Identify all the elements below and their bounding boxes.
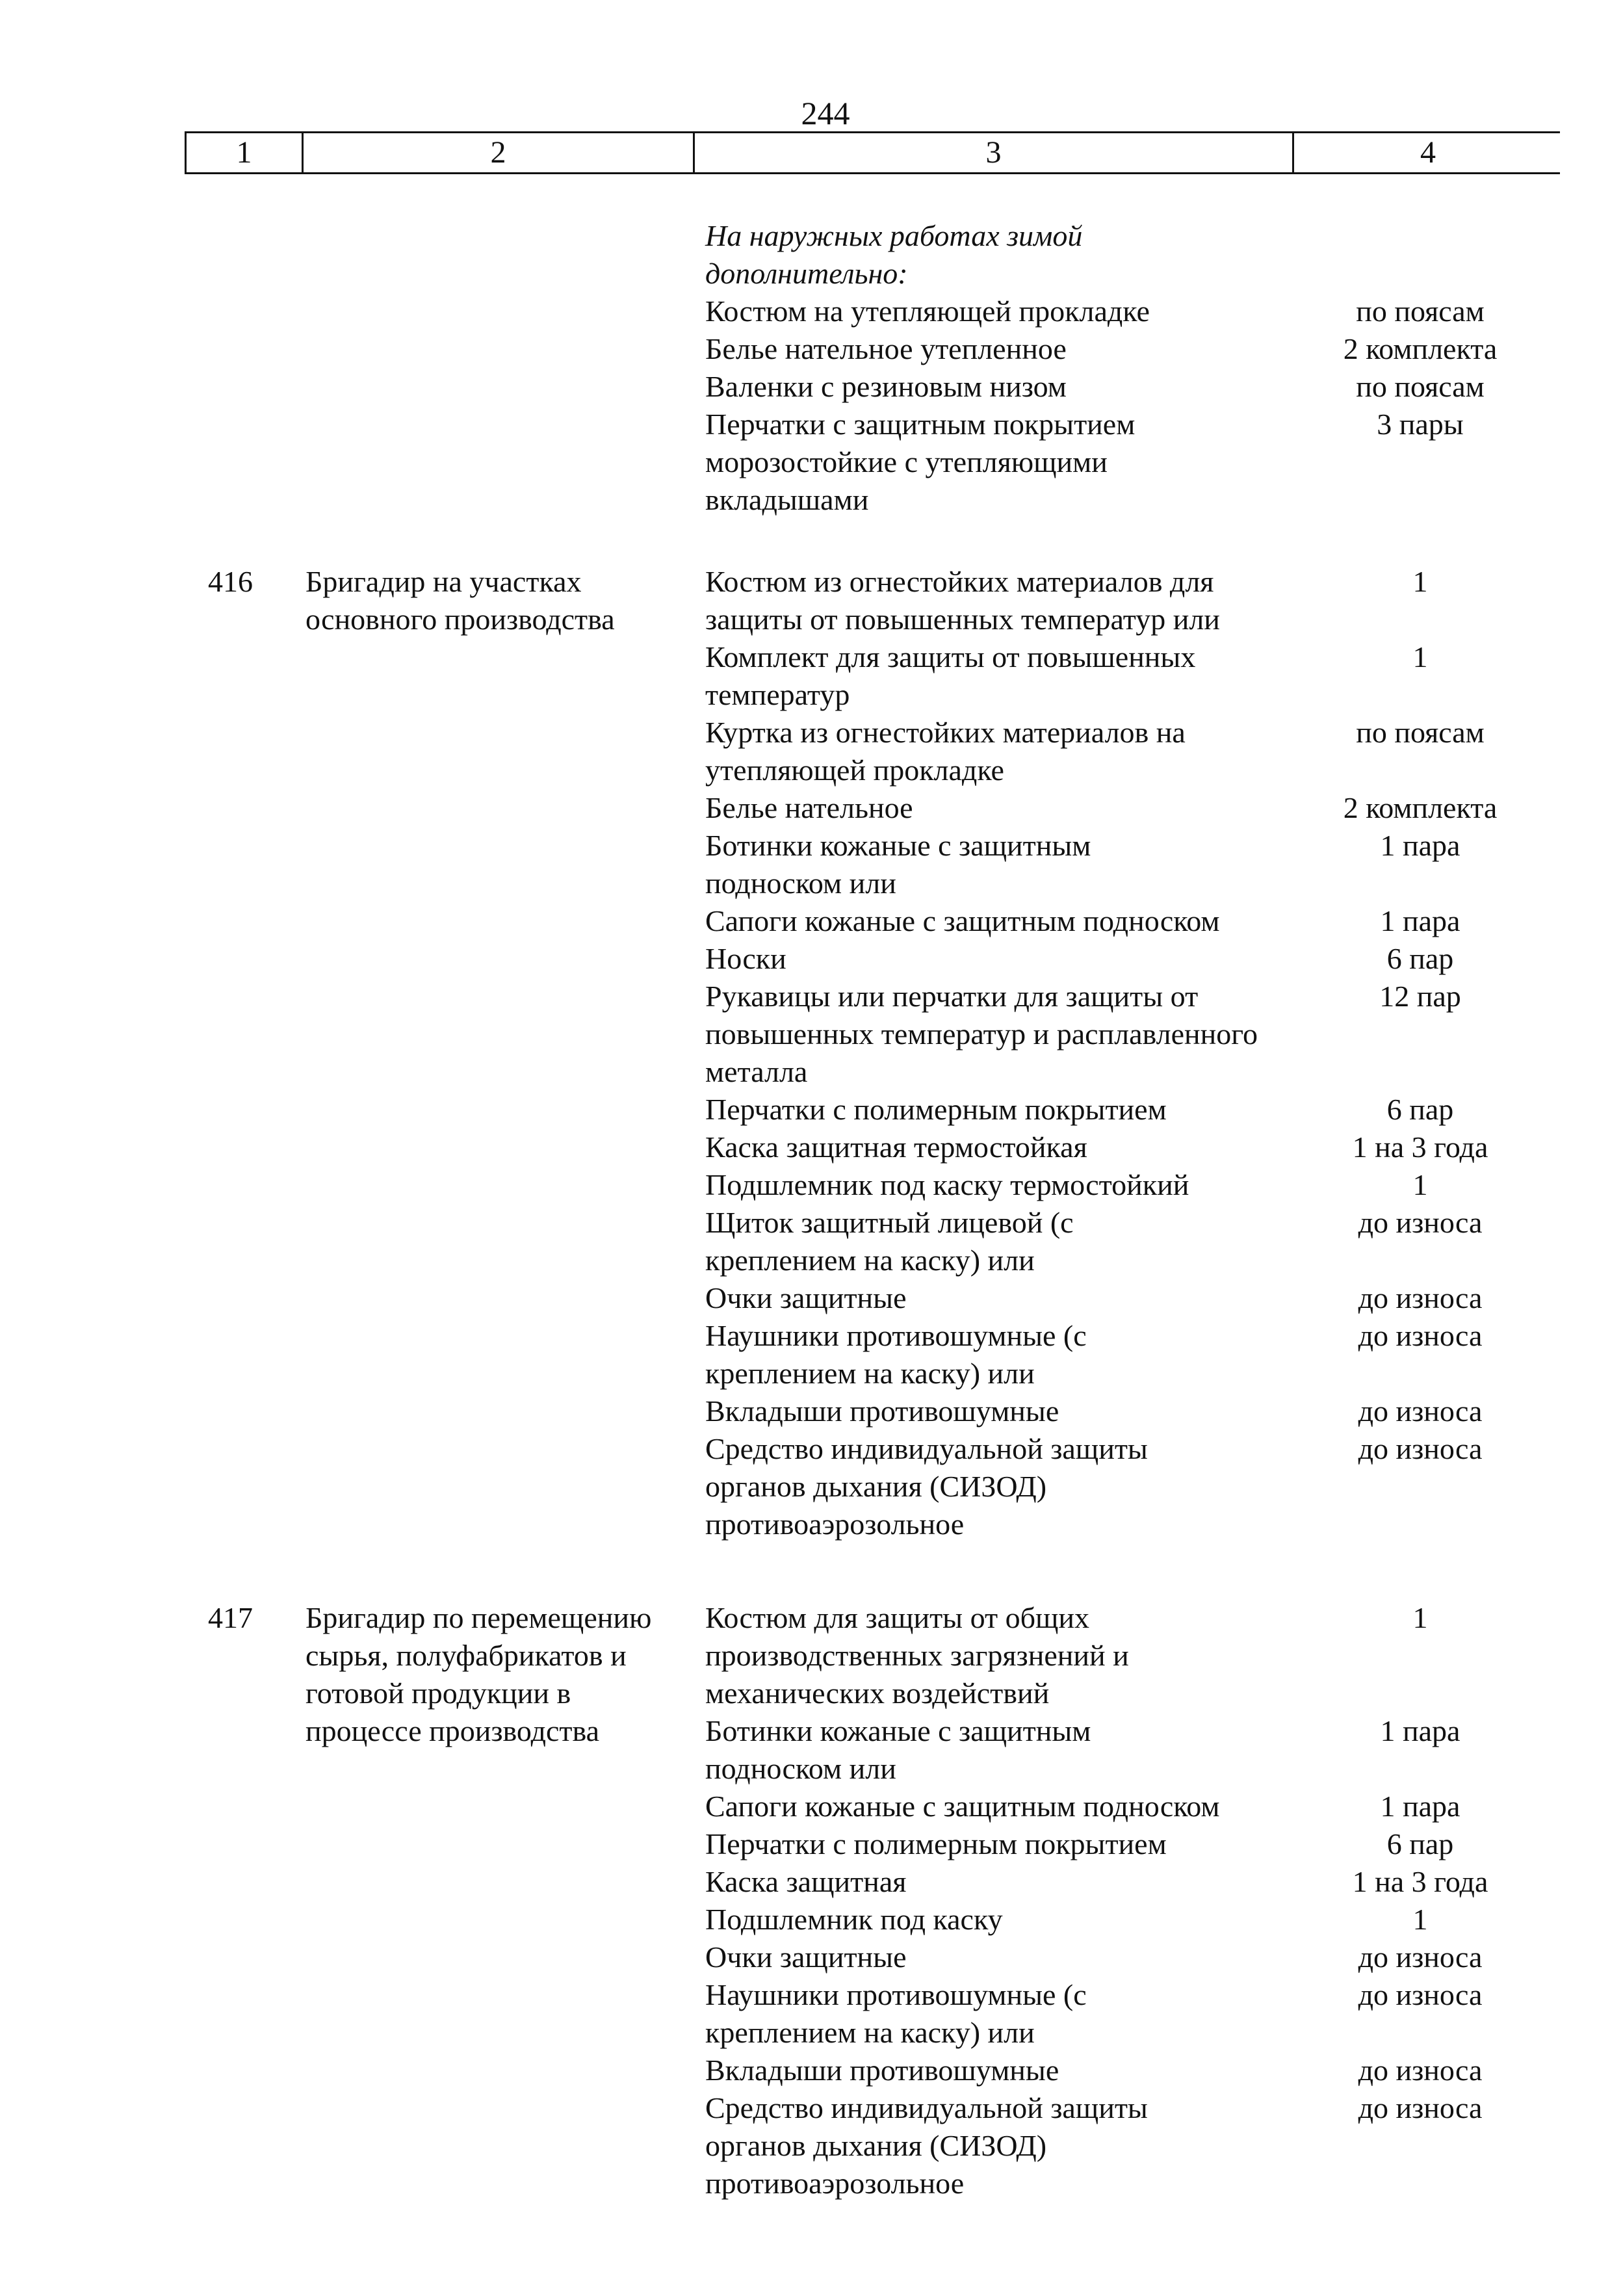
list-item [705,978,1550,1091]
item-name: Сапоги кожаные с защитным подноском [705,1790,1220,1823]
list-item [705,563,1550,638]
list-item [705,1204,1550,1279]
item-qty: до износа [1358,1432,1483,1465]
column-header-3: 3 [695,133,1294,172]
entry-profession: Бригадир по перемещению сырья, полуфабрикатов и готовой продукции в процессе производства [305,1601,652,1747]
item-name: Рукавицы или перчатки для защиты от повышенных температур и расплавленного металла [705,980,1258,1088]
list-item [705,1599,1550,1712]
list-item [705,638,1550,714]
item-qty: до износа [1358,1206,1483,1239]
item-name: Наушники противошумные (с креплением на каску) или [705,1319,1087,1390]
item-name: Очки защитные [705,1940,907,1974]
item-name: Средство индивидуальной защиты органов дыхания (СИЗОД) противоаэрозольное [705,2091,1148,2200]
item-name: Носки [705,942,786,975]
item-qty: по поясам [1356,716,1485,749]
item-qty: 6 пар [1386,1827,1454,1860]
item-qty: 3 пары [1377,408,1464,441]
item-qty: по поясам [1356,294,1485,328]
list-item [705,1317,1550,1392]
item-name: Костюм из огнестойких материалов для защиты от повышенных температур или [705,565,1220,636]
item-qty: до износа [1358,1394,1483,1428]
item-qty: 6 пар [1386,1093,1454,1126]
item-qty: 1 на 3 года [1352,1130,1488,1164]
item-name: Костюм для защиты от общих производственных загрязнений и механических воздействий [705,1601,1129,1710]
item-qty: 12 пар [1379,980,1461,1013]
item-qty: до износа [1358,1940,1483,1974]
item-name: Белье нательное [705,791,913,824]
item-qty: 1 [1412,1168,1428,1201]
item-qty: 1 [1412,1903,1428,1936]
item-qty: до износа [1358,1281,1483,1314]
list-item [705,827,1550,902]
item-name: Перчатки с полимерным покрытием [705,1093,1167,1126]
item-qty: 1 пара [1380,904,1461,937]
list-item [705,1279,1550,1317]
item-name: Куртка из огнестойких материалов на утепляющей прокладке [705,716,1186,787]
list-item [705,1901,1550,1938]
item-name: Очки защитные [705,1281,907,1314]
list-item [705,1788,1550,1825]
list-item [705,1392,1550,1430]
item-qty: 1 пара [1380,1714,1461,1747]
item-name: Подшлемник под каску термостойкий [705,1168,1189,1201]
list-item [705,1166,1550,1204]
list-item [705,406,1550,519]
item-qty: до износа [1358,1978,1483,2011]
list-item [705,2052,1550,2089]
item-name: Вкладыши противошумные [705,1394,1059,1428]
column-header-2: 2 [304,133,695,172]
column-header-1: 1 [187,133,304,172]
item-name: Ботинки кожаные с защитным подноском или [705,829,1091,900]
item-name: Подшлемник под каску [705,1903,1003,1936]
list-item [705,2089,1550,2202]
list-item [705,1091,1550,1128]
list-item [705,1128,1550,1166]
item-name: Сапоги кожаные с защитным подноском [705,904,1220,937]
item-qty: 6 пар [1386,942,1454,975]
column-header-row [185,131,1560,174]
item-name: Наушники противошумные (с креплением на каску) или [705,1978,1087,2049]
item-qty: 1 [1412,565,1428,598]
item-qty: 2 комплекта [1343,791,1498,824]
item-name: Щиток защитный лицевой (с креплением на каску) или [705,1206,1074,1277]
entry-number: 416 [208,565,253,598]
list-item [705,330,1550,368]
item-qty: 2 комплекта [1343,332,1498,365]
page-number: 244 [801,95,850,131]
item-name: Перчатки с полимерным покрытием [705,1827,1167,1860]
item-name: Белье нательное утепленное [705,332,1067,365]
list-item [705,789,1550,827]
entry-profession: Бригадир на участках основного производства [305,565,615,636]
list-item [705,1712,1550,1788]
item-qty: до износа [1358,2054,1483,2087]
item-name: Костюм на утепляющей прокладке [705,294,1150,328]
item-name: Комплект для защиты от повышенных температур [705,640,1196,711]
list-item [705,368,1550,406]
item-qty: до износа [1358,1319,1483,1352]
column-header-4: 4 [1420,135,1436,170]
item-name: Валенки с резиновым низом [705,370,1067,403]
list-item [705,1430,1550,1543]
entry-number: 417 [208,1601,253,1634]
list-item [705,902,1550,940]
item-name: Каска защитная термостойкая [705,1130,1087,1164]
list-item [705,293,1550,330]
list-item [705,714,1550,789]
list-item [705,1863,1550,1901]
item-qty: 1 пара [1380,1790,1461,1823]
list-item [705,1825,1550,1863]
list-item [705,940,1550,978]
item-qty: 1 [1412,1601,1428,1634]
item-qty: 1 [1412,640,1428,673]
item-name: Вкладыши противошумные [705,2054,1059,2087]
item-name: Средство индивидуальной защиты органов дыхания (СИЗОД) противоаэрозольное [705,1432,1148,1541]
item-name: Перчатки с защитным покрытием морозостойкие с утепляющими вкладышами [705,408,1136,516]
item-name: Ботинки кожаные с защитным подноском или [705,1714,1091,1785]
item-qty: 1 пара [1380,829,1461,862]
item-qty: 1 на 3 года [1352,1865,1488,1898]
list-item [705,1976,1550,2052]
item-qty: по поясам [1356,370,1485,403]
item-qty: до износа [1358,2091,1483,2124]
winter-subheading: На наружных работах зимой дополнительно: [705,219,1083,290]
list-item [705,1938,1550,1976]
item-name: Каска защитная [705,1865,907,1898]
